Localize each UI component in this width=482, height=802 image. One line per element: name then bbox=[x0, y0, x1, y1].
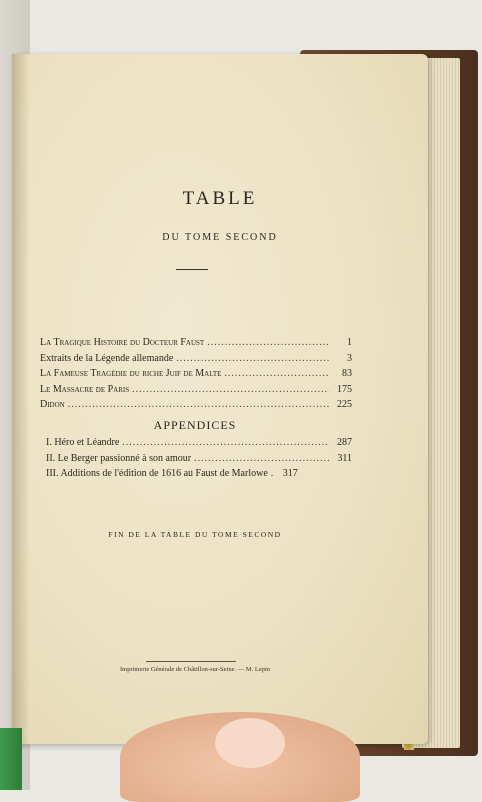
page-title: TABLE bbox=[182, 188, 258, 209]
appendices-list bbox=[46, 437, 352, 484]
appendices-heading: APPENDICES bbox=[153, 418, 237, 432]
toc-entry-page: 3 bbox=[347, 352, 352, 364]
dot-leader bbox=[132, 384, 329, 395]
toc-entry-page: 225 bbox=[337, 399, 352, 410]
dot-leader bbox=[271, 468, 275, 479]
dot-leader bbox=[194, 453, 329, 464]
printer-imprint: Imprimerie Générale de Châtillon-sur-Seine. — M. Lepin bbox=[119, 666, 271, 673]
contents-list bbox=[40, 337, 352, 415]
dot-leader bbox=[68, 399, 329, 410]
spine-shadow bbox=[12, 54, 30, 744]
printer-rule bbox=[146, 661, 236, 662]
dot-leader bbox=[176, 353, 329, 364]
dot-leader bbox=[207, 337, 329, 348]
dot-leader bbox=[122, 437, 329, 448]
toc-entry-label: La Tragique Histoire du Docteur Faust bbox=[40, 337, 205, 348]
appendix-entry-page: 287 bbox=[337, 437, 352, 448]
dot-leader bbox=[224, 368, 329, 379]
book-page bbox=[12, 54, 428, 744]
thumb-nail bbox=[215, 718, 285, 768]
toc-entry-label: Didon bbox=[40, 399, 65, 410]
appendix-entry-page: 311 bbox=[337, 452, 352, 464]
appendix-entry bbox=[46, 437, 352, 453]
toc-entry-page: 83 bbox=[342, 368, 352, 379]
toc-entry bbox=[40, 368, 352, 384]
toc-entry-label: Le Massacre de Paris bbox=[40, 383, 130, 395]
green-bookmark bbox=[0, 728, 22, 790]
toc-entry bbox=[40, 384, 352, 400]
appendix-entry-label: II. Le Berger passionné à son amour bbox=[46, 452, 192, 464]
toc-entry-page: 175 bbox=[337, 383, 352, 395]
toc-entry-label: La Fameuse Tragédie du riche Juif de Malte bbox=[40, 368, 222, 379]
toc-entry bbox=[40, 353, 352, 369]
end-note: FIN DE LA TABLE DU TOME SECOND bbox=[108, 530, 282, 539]
appendix-entry-label: I. Héro et Léandre bbox=[46, 437, 120, 448]
appendix-entry bbox=[46, 468, 352, 484]
toc-entry bbox=[40, 337, 352, 353]
appendix-entry-page: 317 bbox=[282, 468, 298, 479]
appendix-entry bbox=[46, 453, 352, 469]
appendix-entry-label: III. Additions de l'édition de 1616 au Faust de Marlowe bbox=[46, 468, 268, 479]
toc-entry-page: 1 bbox=[347, 337, 352, 348]
page-subtitle: DU TOME SECOND bbox=[162, 232, 278, 243]
toc-entry-label: Extraits de la Légende allemande bbox=[40, 352, 174, 364]
toc-entry bbox=[40, 399, 352, 415]
title-rule bbox=[176, 269, 208, 270]
